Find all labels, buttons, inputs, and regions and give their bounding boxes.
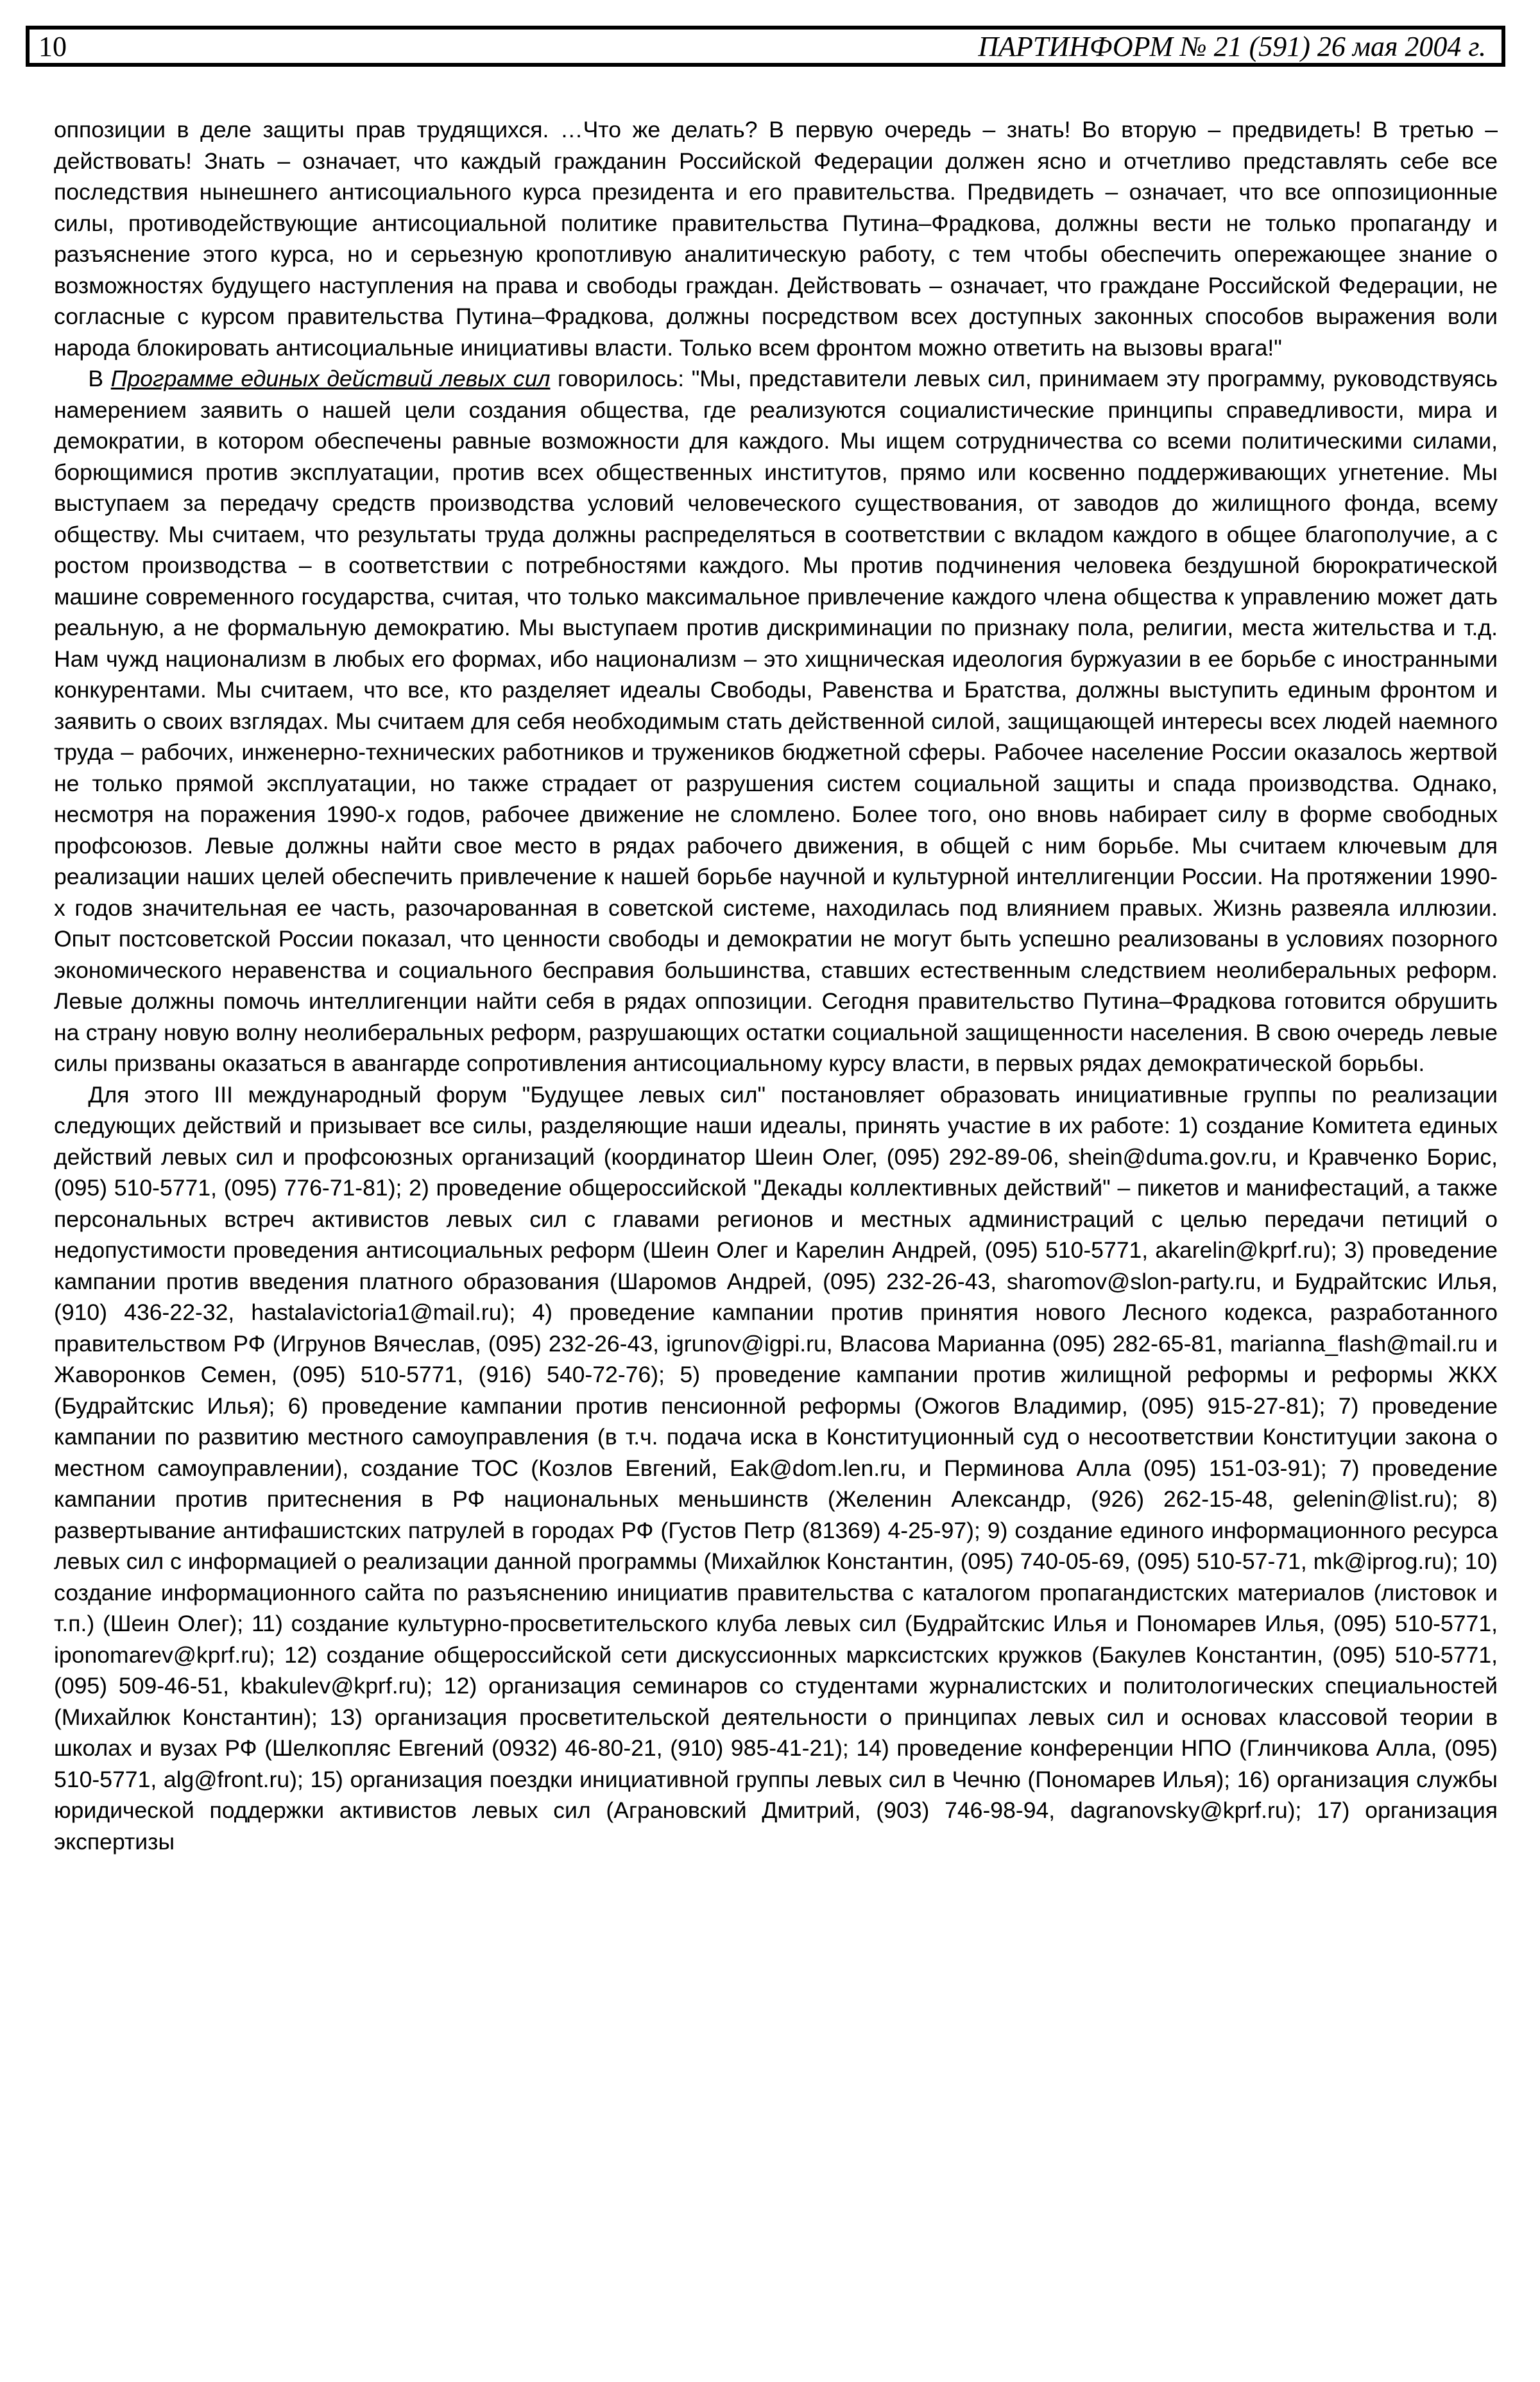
paragraph-1: оппозиции в деле защиты прав трудящихся. …Что же делать? В первую очередь – знать! Во вторую – предвидеть! В третью – действовать! Знать – означает, что каждый гражданин Российской Федерации должен ясно и отчетливо представлять себе все последствия нынешнего антисоциального курса президента и его правительства. Предвидеть – означает, что все оппозиционные силы, противодействующие антисоциальной политике правительства Путина–Фрадкова, должны вести не только пропаганду и разъяснение этого курса, но и серьезную кропотливую аналитическую работу, с тем чтобы обеспечить опережающее знание о возможностях будущего наступления на права и свободы граждан. Действовать – означает, что граждане Российской Федерации, не согласные с курсом правительства Путина–Фрадкова, должны посредством всех доступных законных способов выражения воли народа блокировать антисоциальные инициативы власти. Только всем фронтом можно ответить на вызовы врага!" [54, 117, 1498, 361]
issue-title: ПАРТИНФОРМ № 21 (591) 26 мая 2004 г. [978, 30, 1486, 62]
paragraph-2-prefix: В [88, 366, 111, 391]
program-reference-link[interactable]: Программе единых действий левых сил [110, 366, 551, 391]
article-body [54, 114, 1498, 1857]
paragraph-3: Для этого III международный форум "Будущее левых сил" постановляет образовать инициативные группы по реализации следующих действий и призывает все силы, разделяющие наши идеалы, принять участие в их работе: 1) создание Комитета единых действий левых сил и профсоюзных организаций (координатор Шеин Олег, (095) 292-89-06, shein@duma.gov.ru, и Кравченко Борис, (095) 510-5771, (095) 776-71-81); 2) проведение общероссийской "Декады коллективных действий" – пикетов и манифестаций, а также персональных встреч активистов левых сил с главами регионов и местных администраций с целью передачи петиций о недопустимости проведения антисоциальных реформ (Шеин Олег и Карелин Андрей, (095) 510-5771, akarelin@kprf.ru); 3) проведение кампании против введения платного образования (Шаромов Андрей, (095) 232-26-43, sharomov@slon-party.ru, и Будрайтскис Илья, (910) 436-22-32, hastalavictoria1@mail.ru); 4) проведение кампании против принятия нового Лесного кодекса, разработанного правительством РФ (Игрунов Вячеслав, (095) 232-26-43, igrunov@igpi.ru, Власова Марианна (095) 282-65-81, marianna_flash@mail.ru и Жаворонков Семен, (095) 510-5771, (916) 540-72-76); 5) проведение кампании против жилищной реформы и реформы ЖКХ (Будрайтскис Илья); 6) проведение кампании против пенсионной реформы (Ожогов Владимир, (095) 915-27-81); 7) проведение кампании по развитию местного самоуправления (в т.ч. подача иска в Конституционный суд о несоответствии Конституции закона о местном самоуправлении), создание ТОС (Козлов Евгений, Eak@dom.len.ru, и Перминова Алла (095) 151-03-91); 7) проведение кампании против притеснения в РФ национальных меньшинств (Желенин Александр, (926) 262-15-48, gelenin@list.ru); 8) развертывание антифашистских патрулей в городах РФ (Густов Петр (81369) 4-25-97); 9) создание единого информационного ресурса левых сил с информацией о реализации данной программы (Михайлюк Константин, (095) 740-05-69, (095) 510-57-71, mk@iprog.ru); 10) создание информационного сайта по разъяснению инициатив правительства с каталогом пропагандистских материалов (листовок и т.п.) (Шеин Олег); 11) создание культурно-просветительского клуба левых сил (Будрайтскис Илья и Пономарев Илья, (095) 510-5771, iponomarev@kprf.ru); 12) создание общероссийской сети дискуссионных марксистских кружков (Бакулев Константин, (095) 510-5771, (095) 509-46-51, kbakulev@kprf.ru); 12) организация семинаров со студентами журналистских и политологических специальностей (Михайлюк Константин); 13) организация просветительской деятельности о принципах левых сил и основах классовой теории в школах и вузах РФ (Шелкопляс Евгений (0932) 46-80-21, (910) 985-41-21); 14) проведение конференции НПО (Глинчикова Алла, (095) 510-5771, alg@front.ru); 15) организация поездки инициативной группы левых сил в Чечню (Пономарев Илья); 16) организация службы юридической поддержки активистов левых сил (Аграновский Дмитрий, (903) 746-98-94, dagranovsky@kprf.ru); 17) организация экспертизы [54, 1081, 1498, 1855]
page-header [26, 26, 1505, 67]
page-number: 10 [38, 30, 67, 62]
paragraph-2-text: говорилось: "Мы, представители левых сил, принимаем эту программу, руководствуясь намерением заявить о нашей цели создания общества, где реализуются социалистические принципы справедливости, мира и демократии, в котором обеспечены равные возможности для каждого. Мы ищем сотрудничества со всеми политическими силами, борющимися против эксплуатации, против всех общественных институтов, прямо или косвенно поддерживающих угнетение. Мы выступаем за передачу средств производства условий человеческого существования, от заводов до жилищного фонда, всему обществу. Мы считаем, что результаты труда должны распределяться в соответствии с вкладом каждого в общее благополучие, а с ростом производства – в соответствии с потребностями каждого. Мы против подчинения человека бездушной бюрократической машине современного государства, считая, что только максимальное привлечение каждого члена общества к управлению может дать реальную, а не формальную демократию. Мы выступаем против дискриминации по признаку пола, религии, места жительства и т.д. Нам чужд национализм в любых его формах, ибо национализм – это хищническая идеология буржуазии в ее борьбе с иностранными конкурентами. Мы считаем, что все, кто разделяет идеалы Свободы, Равенства и Братства, должны выступить единым фронтом и заявить о своих взглядах. Мы считаем для себя необходимым стать действенной силой, защищающей интересы всех людей наемного труда – рабочих, инженерно-технических работников и тружеников бюджетной сферы. Рабочее население России оказалось жертвой не только прямой эксплуатации, но также страдает от разрушения систем социальной защиты и спада производства. Однако, несмотря на поражения 1990-х годов, рабочее движение не сломлено. Более того, оно вновь набирает силу в форме свободных профсоюзов. Левые должны найти свое место в рядах рабочего движения, в общей с ним борьбе. Мы считаем ключевым для реализации наших целей обеспечить привлечение к нашей борьбе научной и культурной интеллигенции России. На протяжении 1990-х годов значительная ее часть, разочарованная в советской системе, находилась под влиянием правых. Жизнь развеяла иллюзии. Опыт постсоветской России показал, что ценности свободы и демократии не могут быть успешно реализованы в условиях позорного экономического неравенства и социального бесправия большинства, ставших естественным следствием неолиберальных реформ. Левые должны помочь интеллигенции найти себя в рядах оппозиции. Сегодня правительство Путина–Фрадкова готовится обрушить на страну новую волну неолиберальных реформ, разрушающих остатки социальной защищенности населения. В свою очередь левые силы призваны оказаться в авангарде сопротивления антисоциальному курсу власти, в первых рядах демократической борьбы. [54, 366, 1498, 1076]
paragraph-2 [54, 363, 1498, 1079]
